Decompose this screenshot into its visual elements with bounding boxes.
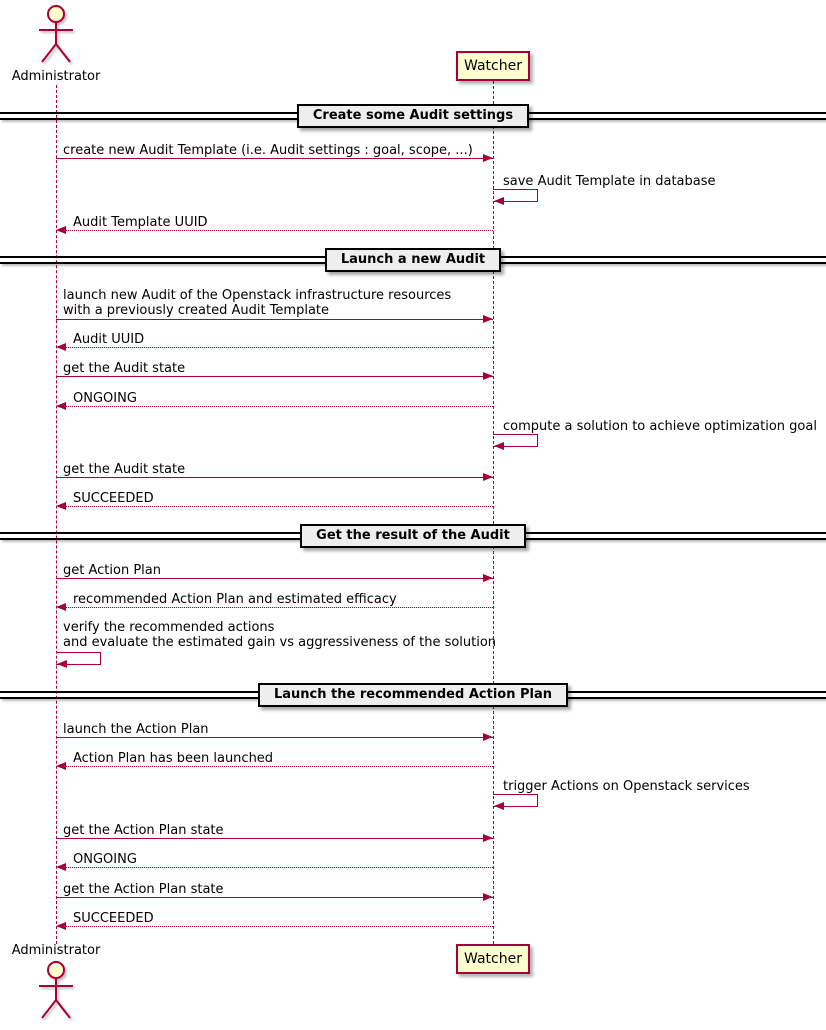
message-text: get the Action Plan state — [63, 882, 224, 897]
message-text: get the Audit state — [63, 462, 186, 477]
message-line — [56, 376, 493, 377]
arrowhead-left-icon — [494, 442, 504, 450]
message-line — [56, 897, 493, 898]
message-text: with a previously created Audit Template — [63, 303, 330, 318]
message-line — [56, 607, 493, 608]
message-line — [56, 737, 493, 738]
message-line — [56, 477, 493, 478]
arrowhead-right-icon — [483, 473, 493, 481]
message-text: ONGOING — [73, 852, 137, 867]
divider-create-audit-settings — [0, 104, 826, 128]
actor-administrator-icon — [34, 3, 78, 65]
message-text: create new Audit Template (i.e. Audit settings : goal, scope, ...) — [63, 143, 473, 158]
arrowhead-left-icon — [56, 863, 66, 871]
message-line — [56, 838, 493, 839]
message-text: Audit Template UUID — [73, 215, 208, 230]
message-line — [56, 926, 493, 927]
arrowhead-left-icon — [56, 922, 66, 930]
divider-launch-new-audit — [0, 248, 826, 272]
message-text: get the Audit state — [63, 361, 186, 376]
divider-label: Launch the recommended Action Plan — [258, 683, 568, 707]
message-text: Audit UUID — [73, 332, 145, 347]
arrowhead-right-icon — [483, 372, 493, 380]
message-line — [56, 230, 493, 231]
message-text: Action Plan has been launched — [73, 751, 274, 766]
message-line — [56, 347, 493, 348]
message-line — [56, 578, 493, 579]
divider-label: Create some Audit settings — [297, 104, 529, 128]
message-line — [56, 319, 493, 320]
message-line — [56, 406, 493, 407]
message-text: save Audit Template in database — [503, 174, 716, 189]
divider-get-result-of-audit — [0, 524, 826, 548]
message-text: launch new Audit of the Openstack infrastructure resources — [63, 288, 452, 303]
arrowhead-left-icon — [56, 502, 66, 510]
divider-launch-recommended-action-plan — [0, 683, 826, 707]
arrowhead-left-icon — [57, 660, 67, 668]
arrowhead-left-icon — [56, 226, 66, 234]
arrowhead-right-icon — [483, 733, 493, 741]
lifeline-watcher — [493, 81, 494, 944]
message-line — [56, 867, 493, 868]
message-text: get the Action Plan state — [63, 823, 224, 838]
actor-administrator-label-top: Administrator — [11, 69, 101, 84]
arrowhead-right-icon — [483, 834, 493, 842]
arrowhead-left-icon — [56, 402, 66, 410]
arrowhead-left-icon — [56, 603, 66, 611]
message-text: launch the Action Plan — [63, 722, 209, 737]
arrowhead-left-icon — [56, 762, 66, 770]
message-text: ONGOING — [73, 391, 137, 406]
lifeline-administrator — [56, 85, 57, 944]
message-text: trigger Actions on Openstack services — [503, 779, 750, 794]
arrowhead-left-icon — [494, 197, 504, 205]
divider-label: Get the result of the Audit — [300, 524, 526, 548]
arrowhead-left-icon — [56, 343, 66, 351]
actor-administrator-label-bottom: Administrator — [11, 943, 101, 958]
arrowhead-right-icon — [483, 893, 493, 901]
message-text: and evaluate the estimated gain vs aggressiveness of the solution — [63, 635, 497, 650]
arrowhead-right-icon — [483, 154, 493, 162]
participant-watcher-label-bottom: Watcher — [464, 951, 522, 967]
arrowhead-right-icon — [483, 315, 493, 323]
message-text: SUCCEEDED — [73, 911, 154, 926]
message-line — [56, 506, 493, 507]
message-text: SUCCEEDED — [73, 491, 154, 506]
message-text: recommended Action Plan and estimated efficacy — [73, 592, 397, 607]
message-text: verify the recommended actions — [63, 620, 275, 635]
message-text: get Action Plan — [63, 563, 161, 578]
message-line — [56, 766, 493, 767]
message-line — [56, 158, 493, 159]
participant-watcher-bottom — [456, 944, 530, 974]
actor-administrator-icon-bottom — [34, 959, 78, 1021]
arrowhead-left-icon — [494, 802, 504, 810]
message-text: compute a solution to achieve optimization goal — [503, 419, 817, 434]
arrowhead-right-icon — [483, 574, 493, 582]
divider-label: Launch a new Audit — [325, 248, 501, 272]
participant-watcher-label-top: Watcher — [464, 58, 522, 74]
participant-watcher-top — [456, 51, 530, 81]
